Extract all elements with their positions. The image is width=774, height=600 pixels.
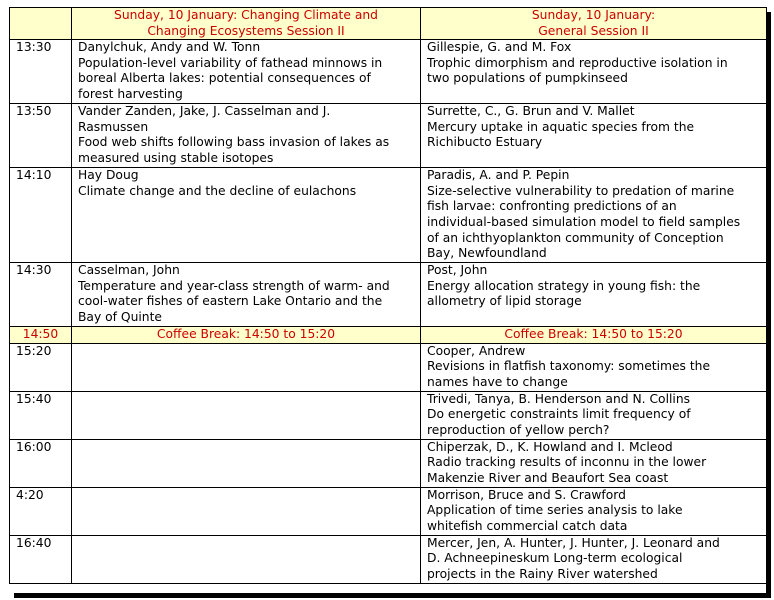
talk-authors: Vander Zanden, Jake, J. Casselman and J. Rasmussen: [78, 104, 331, 134]
coffee-break-row: [10, 327, 767, 344]
break-time-cell: 14:50: [10, 327, 72, 344]
time-cell: 13:30: [10, 40, 72, 104]
left-empty-cell: [72, 487, 421, 535]
table-row: [10, 439, 767, 487]
talk-title: Energy allocation strategy in young fish: the allometry of lipid storage: [427, 278, 701, 309]
time-cell: 4:20: [10, 487, 72, 535]
talk-title: Climate change and the decline of eulachons: [78, 183, 357, 198]
left-talk-cell: [72, 40, 421, 104]
table-row: [10, 168, 767, 263]
talk-title: Temperature and year-class strength of warm- and cool-water fishes of eastern Lake Ontario and the Bay of Quinte: [78, 278, 390, 324]
right-talk-cell: [421, 487, 767, 535]
left-talk-cell: [72, 104, 421, 168]
schedule-table: [9, 7, 767, 584]
break-right-cell: Coffee Break: 14:50 to 15:20: [421, 327, 767, 344]
table-row: [10, 40, 767, 104]
talk-title: Population-level variability of fathead minnows in boreal Alberta lakes: potential consequences of forest harvesting: [78, 55, 383, 101]
header-left-session: Sunday, 10 January: Changing Climate and Changing Ecosystems Session II: [72, 8, 421, 40]
talk-authors: Post, John: [427, 263, 488, 278]
left-empty-cell: [72, 439, 421, 487]
talk-authors: Trivedi, Tanya, B. Henderson and N. Collins: [427, 391, 691, 406]
right-talk-cell: [421, 40, 767, 104]
table-row: [10, 104, 767, 168]
right-talk-cell: [421, 535, 767, 583]
talk-authors: Chiperzak, D., K. Howland and I. Mcleod: [427, 439, 673, 454]
right-talk-cell: [421, 343, 767, 391]
right-talk-cell: [421, 439, 767, 487]
table-row: [10, 263, 767, 327]
break-left-cell: Coffee Break: 14:50 to 15:20: [72, 327, 421, 344]
header-row: [10, 8, 767, 40]
right-talk-cell: [421, 263, 767, 327]
talk-title: Size-selective vulnerability to predation of marine fish larvae: confronting predictions of an individual-based simulation model to field samples of an ichthyoplankton community of Conception Bay, Newfoundland: [427, 183, 741, 261]
talk-title: Long-term ecological projects in the Rainy River watershed: [427, 551, 683, 581]
right-talk-cell: [421, 104, 767, 168]
header-time-cell: [10, 8, 72, 40]
talk-title: Application of time series analysis to lake whitefish commercial catch data: [427, 503, 683, 533]
talk-title: Food web shifts following bass invasion of lakes as measured using stable isotopes: [78, 135, 390, 165]
time-cell: 15:20: [10, 343, 72, 391]
table-shadow-bottom: [14, 593, 771, 598]
left-empty-cell: [72, 535, 421, 583]
left-empty-cell: [72, 343, 421, 391]
header-right-session: Sunday, 10 January: General Session II: [421, 8, 767, 40]
talk-authors: Casselman, John: [78, 263, 180, 278]
time-cell: 13:50: [10, 104, 72, 168]
talk-title: Radio tracking results of inconnu in the lower Makenzie River and Beaufort Sea coast: [427, 455, 707, 485]
talk-authors: Danylchuk, Andy and W. Tonn: [78, 40, 261, 55]
right-talk-cell: [421, 168, 767, 263]
talk-title: Trophic dimorphism and reproductive isolation in two populations of pumpkinseed: [427, 55, 728, 86]
left-talk-cell: [72, 263, 421, 327]
table-row: [10, 487, 767, 535]
talk-authors: Surrette, C., G. Brun and V. Mallet: [427, 104, 635, 119]
table-row: [10, 391, 767, 439]
table-row: [10, 343, 767, 391]
talk-authors: Cooper, Andrew: [427, 343, 526, 358]
left-talk-cell: [72, 168, 421, 263]
time-cell: 14:30: [10, 263, 72, 327]
time-cell: 16:00: [10, 439, 72, 487]
talk-authors: Mercer, Jen, A. Hunter, J. Hunter, J. Leonard and D. Achneepineskum: [427, 535, 720, 566]
talk-title: Do energetic constraints limit frequency of reproduction of yellow perch?: [427, 407, 691, 437]
talk-title: Mercury uptake in aquatic species from the Richibucto Estuary: [427, 119, 695, 150]
time-cell: 16:40: [10, 535, 72, 583]
table-row: [10, 535, 767, 583]
talk-authors: Gillespie, G. and M. Fox: [427, 40, 572, 55]
talk-authors: Morrison, Bruce and S. Crawford: [427, 487, 626, 502]
time-cell: 15:40: [10, 391, 72, 439]
left-empty-cell: [72, 391, 421, 439]
talk-authors: Hay Doug: [78, 168, 139, 183]
time-cell: 14:10: [10, 168, 72, 263]
right-talk-cell: [421, 391, 767, 439]
talk-authors: Paradis, A. and P. Pepin: [427, 168, 570, 183]
talk-title: Revisions in flatfish taxonomy: sometimes the names have to change: [427, 359, 711, 389]
